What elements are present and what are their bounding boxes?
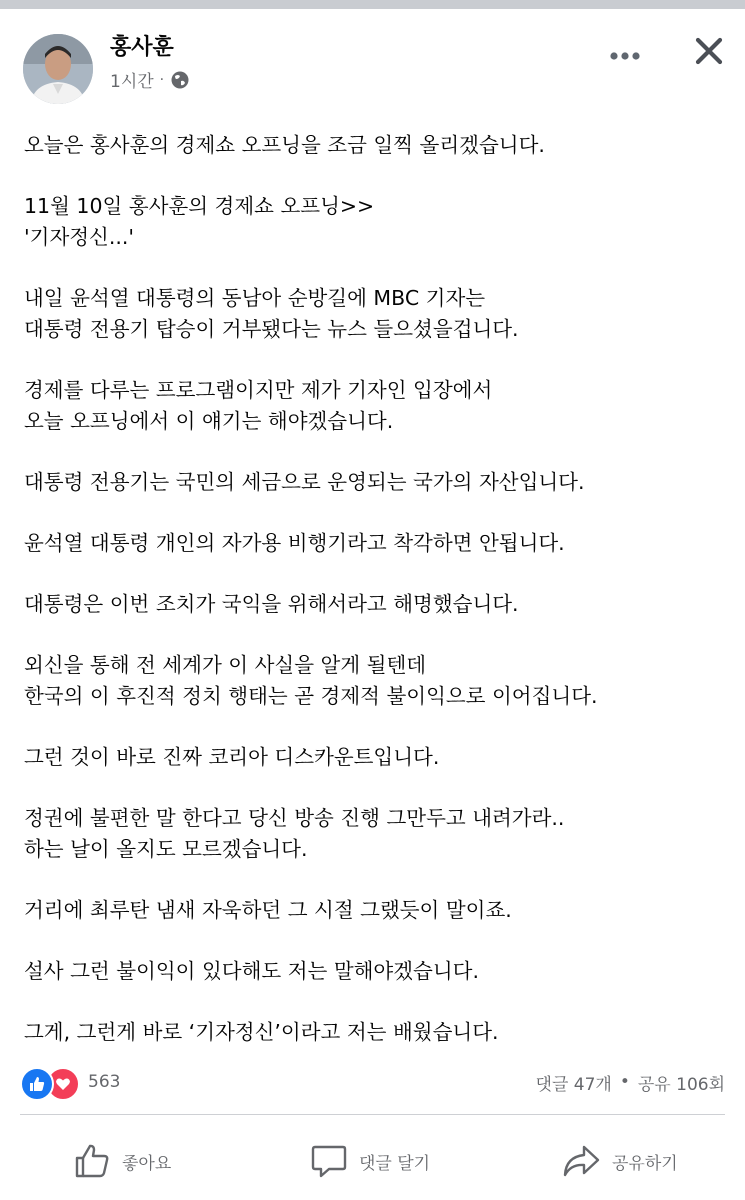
action-bar [0,1130,745,1192]
share-button[interactable] [562,1130,678,1192]
top-strip [0,0,745,9]
reaction-count: 563 [88,1072,121,1092]
share-arrow-icon [562,1143,600,1179]
post-paragraph: 대통령 전용기는 국민의 세금으로 운영되는 국가의 자산입니다. [24,470,585,494]
engagement-stats [536,1070,725,1095]
close-button[interactable] [689,31,729,71]
more-options-button[interactable] [607,38,643,74]
post-paragraph: 외신을 통해 전 세계가 이 사실을 알게 될텐데 한국의 이 후진적 정치 행태는 곧 경제적 불이익으로 이어집니다. [24,653,598,708]
comment-bubble-icon [311,1143,347,1179]
close-icon [695,37,723,65]
reaction-icons [20,1066,82,1098]
avatar[interactable] [23,34,93,104]
post-paragraph: 그게, 그런게 바로 ‘기자정신’이라고 저는 배웠습니다. [24,1020,499,1044]
comment-count[interactable]: 댓글 47개 [535,1074,612,1095]
post-body [24,130,724,1048]
post-paragraph: 윤석열 대통령 개인의 자가용 비행기라고 착각하면 안됩니다. [24,531,565,555]
author-name[interactable]: 홍사훈 [110,35,174,60]
post-paragraph: 대통령은 이번 조치가 국익을 위해서라고 해명했습니다. [24,592,519,616]
reaction-count-group[interactable] [20,1066,120,1098]
post-paragraph: 경제를 다루는 프로그램이지만 제가 기자인 입장에서 오늘 오프닝에서 이 얘기는 해야겠습니다. [24,378,493,433]
thumbs-up-icon [74,1143,110,1179]
post-paragraph: 오늘은 홍사훈의 경제쇼 오프닝을 조금 일찍 올리겠습니다. [24,133,545,157]
like-button[interactable] [74,1130,171,1192]
thumbs-up-icon [29,1076,45,1092]
post-paragraph: 11월 10일 홍사훈의 경제쇼 오프닝>> '기자정신...' [24,194,375,249]
share-label: 공유하기 [612,1153,678,1174]
post-paragraph: 거리에 최루탄 냄새 자욱하던 그 시절 그랬듯이 말이죠. [24,898,512,922]
post-paragraph: 설사 그런 불이익이 있다해도 저는 말해야겠습니다. [24,959,479,983]
post-header [0,26,745,108]
post-meta [110,67,190,92]
stats-separator: • [619,1072,630,1092]
post-paragraph: 내일 윤석열 대통령의 동남아 순방길에 MBC 기자는 대통령 전용기 탑승이 거부됐다는 뉴스 들으셨을겁니다. [24,286,519,341]
post-time[interactable]: 1시간 [110,72,154,92]
globe-icon[interactable] [170,70,190,90]
reaction-summary [20,1062,725,1102]
share-count[interactable]: 공유 106회 [637,1074,725,1095]
comment-button[interactable] [311,1130,430,1192]
comment-label: 댓글 달기 [359,1153,431,1174]
divider [20,1114,725,1115]
heart-icon [55,1076,71,1092]
post-paragraph: 정권에 불편한 말 한다고 당신 방송 진행 그만두고 내려가라.. 하는 날이 올지도 모르겠습니다. [24,806,565,861]
avatar-photo [23,34,93,104]
like-label: 좋아요 [122,1153,172,1174]
more-icon [609,51,641,61]
post-paragraph: 그런 것이 바로 진짜 코리아 디스카운트입니다. [24,745,440,769]
meta-separator: · [159,71,165,88]
like-reaction-icon [20,1067,54,1101]
